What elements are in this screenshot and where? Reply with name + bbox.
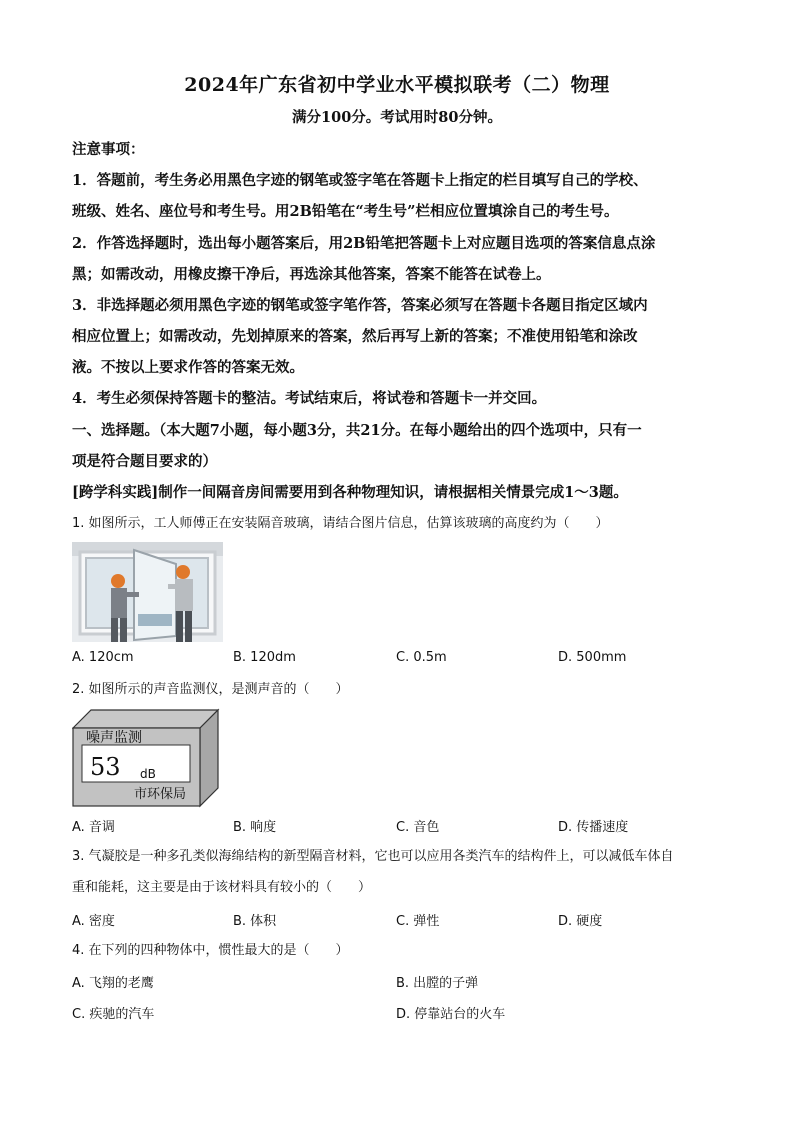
question-3-options xyxy=(72,910,732,930)
question-4-stem: 4. 在下列的四种物体中，惯性最大的是（ ） xyxy=(72,943,349,958)
q2-option-b[interactable]: B. 响度 xyxy=(233,820,277,835)
q1-option-a[interactable]: A. 120cm xyxy=(72,650,134,665)
section-1-heading-line-2: 项是符合题目要求的） xyxy=(72,453,217,470)
note-4-line-1: 4．考生必须保持答题卡的整洁。考试结束后，将试卷和答题卡一并交回。 xyxy=(72,390,547,407)
note-1-line-1: 1．答题前，考生务必用黑色字迹的钢笔或签字笔在答题卡上指定的栏目填写自己的学校、 xyxy=(72,172,648,189)
question-1-stem: 1. 如图所示，工人师傅正在安装隔音玻璃，请结合图片信息，估算该玻璃的高度约为（ ） xyxy=(72,516,609,531)
q1-option-d[interactable]: D. 500mm xyxy=(558,650,627,665)
q3-option-a[interactable]: A. 密度 xyxy=(72,914,115,929)
notes-heading: 注意事项： xyxy=(72,141,145,158)
section-1-heading-line-1: 一、选择题。（本大题7小题，每小题3分，共21分。在每小题给出的四个选项中，只有一 xyxy=(72,422,642,439)
note-1-line-2: 班级、姓名、座位号和考生号。用2B铅笔在“考生号”栏相应位置填涂自己的考生号。 xyxy=(72,203,619,220)
q2-option-c[interactable]: C. 音色 xyxy=(396,820,440,835)
note-2-line-1: 2．作答选择题时，选出每小题答案后，用2B铅笔把答题卡上对应题目选项的答案信息点涂 xyxy=(72,235,656,252)
q3-option-d[interactable]: D. 硬度 xyxy=(558,914,603,929)
noise-monitor-unit: dB xyxy=(140,767,156,781)
note-3-line-2: 相应位置上；如需改动，先划掉原来的答案，然后再写上新的答案；不准使用铅笔和涂改 xyxy=(72,328,638,345)
question-2-stem: 2. 如图所示的声音监测仪，是测声音的（ ） xyxy=(72,682,349,697)
note-3-line-1: 3．非选择题必须用黑色字迹的钢笔或签字笔作答，答案必须写在答题卡各题目指定区域内 xyxy=(72,297,648,314)
noise-monitor-figure xyxy=(72,708,220,808)
question-4-options-row-2 xyxy=(72,1003,732,1023)
q4-option-a[interactable]: A. 飞翔的老鹰 xyxy=(72,976,154,991)
question-2-options xyxy=(72,816,732,836)
noise-monitor-label: 噪声监测 xyxy=(86,730,142,746)
noise-monitor-agency: 市环保局 xyxy=(134,787,187,802)
note-3-line-3: 液。不按以上要求作答的答案无效。 xyxy=(72,359,304,376)
q4-option-c[interactable]: C. 疾驰的汽车 xyxy=(72,1007,155,1022)
section-1-context: [跨学科实践]制作一间隔音房间需要用到各种物理知识，请根据相关情景完成1～3题。 xyxy=(72,484,628,501)
page-title: 2024年广东省初中学业水平模拟联考（二）物理 xyxy=(184,74,610,96)
q1-option-b[interactable]: B. 120dm xyxy=(233,650,296,665)
question-1-options xyxy=(72,650,732,670)
noise-monitor-value: 53 xyxy=(90,753,121,781)
q3-option-c[interactable]: C. 弹性 xyxy=(396,914,440,929)
note-2-line-2: 黑；如需改动，用橡皮擦干净后，再选涂其他答案，答案不能答在试卷上。 xyxy=(72,266,551,283)
question-3-stem-line-2: 重和能耗，这主要是由于该材料具有较小的（ ） xyxy=(72,880,372,895)
question-3-stem-line-1: 3. 气凝胶是一种多孔类似海绵结构的新型隔音材料，它也可以应用各类汽车的结构件上，可以减低车体自 xyxy=(72,849,674,864)
q2-option-a[interactable]: A. 音调 xyxy=(72,820,115,835)
q3-option-b[interactable]: B. 体积 xyxy=(233,914,277,929)
q1-option-c[interactable]: C. 0.5m xyxy=(396,650,447,665)
question-4-options-row-1 xyxy=(72,972,732,992)
window-installation-photo xyxy=(72,542,223,642)
q4-option-d[interactable]: D. 停靠站台的火车 xyxy=(396,1007,506,1022)
q4-option-b[interactable]: B. 出膛的子弹 xyxy=(396,976,479,991)
page-subtitle: 满分100分。考试用时80分钟。 xyxy=(292,109,502,126)
q2-option-d[interactable]: D. 传播速度 xyxy=(558,820,629,835)
